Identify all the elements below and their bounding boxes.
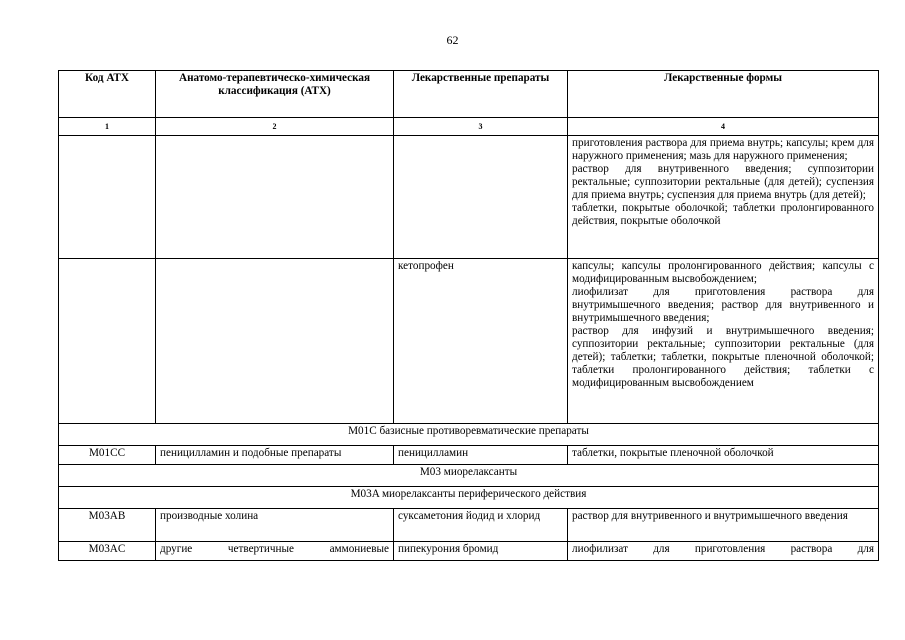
group-row: [59, 465, 879, 487]
atx-classification-cell: пеницилламин и подобные препараты: [156, 446, 394, 465]
column-number-1: 1: [59, 118, 156, 136]
atx-code-cell: [59, 259, 156, 424]
dosage-forms-cell: [568, 136, 879, 259]
drug-cell: кетопрофен: [394, 259, 568, 424]
drug-cell: [394, 136, 568, 259]
atx-code-cell: M03AB: [59, 509, 156, 542]
atx-code-cell: M01CC: [59, 446, 156, 465]
column-number-row: [59, 118, 879, 136]
dosage-forms-line: раствор для инфузий и внутримышечного введения; суппозитории ректальные; суппозитории ректальные (для детей); таблетки; таблетки, покрытые пленочной оболочкой; таблетки пролонгированного действия; таблетки с модифицированным высвобождением: [572, 325, 874, 389]
atx-classification-cell: производные холина: [156, 509, 394, 542]
table-row: [59, 542, 879, 561]
group-row: [59, 424, 879, 446]
page-number: 62: [446, 33, 459, 47]
table-row: [59, 509, 879, 542]
atx-classification-cell: [156, 259, 394, 424]
dosage-forms-line: лиофилизат для приготовления раствора для внутримышечного введения; раствор для внутривенного и внутримышечного введения;: [572, 286, 874, 324]
table-row: [59, 259, 879, 424]
group-heading-m03: M03 миорелаксанты: [59, 465, 879, 487]
atx-classification-cell: [156, 136, 394, 259]
header-atx-code: Код АТХ: [59, 71, 156, 118]
column-number-3: 3: [394, 118, 568, 136]
dosage-forms-line: раствор для внутривенного введения; суппозитории ректальные; суппозитории ректальные (для детей); суспензия для приема внутрь; суспензия для приема внутрь (для детей);: [572, 163, 874, 201]
table-row: [59, 446, 879, 465]
dosage-forms-cell: раствор для внутривенного и внутримышечного введения: [568, 509, 879, 542]
dosage-forms-cell: лиофилизат для приготовления раствора для: [568, 542, 879, 561]
dosage-forms-line: капсулы; капсулы пролонгированного действия; капсулы с модифицированным высвобождением;: [572, 260, 874, 285]
atx-table: [58, 70, 879, 561]
column-number-4: 4: [568, 118, 879, 136]
header-row: [59, 71, 879, 118]
drug-cell: пипекурония бромид: [394, 542, 568, 561]
atx-code-cell: M03AC: [59, 542, 156, 561]
atx-classification-cell: другие четвертичные аммониевые: [156, 542, 394, 561]
column-number-2: 2: [156, 118, 394, 136]
header-dosage-forms: Лекарственные формы: [568, 71, 879, 118]
group-heading-m01c: M01C базисные противоревматические препараты: [59, 424, 879, 446]
dosage-forms-cell: таблетки, покрытые пленочной оболочкой: [568, 446, 879, 465]
header-atx-classification: Анатомо-терапевтическо-химическая классификация (АТХ): [156, 71, 394, 118]
header-drugs: Лекарственные препараты: [394, 71, 568, 118]
dosage-forms-cell: [568, 259, 879, 424]
dosage-forms-line: приготовления раствора для приема внутрь; капсулы; крем для наружного применения; мазь для наружного применения;: [572, 137, 874, 162]
group-heading-m03a: M03A миорелаксанты периферического действия: [59, 487, 879, 509]
atx-code-cell: [59, 136, 156, 259]
dosage-forms-line: таблетки, покрытые оболочкой; таблетки пролонгированного действия, покрытые оболочкой: [572, 202, 874, 227]
drug-cell: пеницилламин: [394, 446, 568, 465]
group-row: [59, 487, 879, 509]
drug-cell: суксаметония йодид и хлорид: [394, 509, 568, 542]
table-row: [59, 136, 879, 259]
